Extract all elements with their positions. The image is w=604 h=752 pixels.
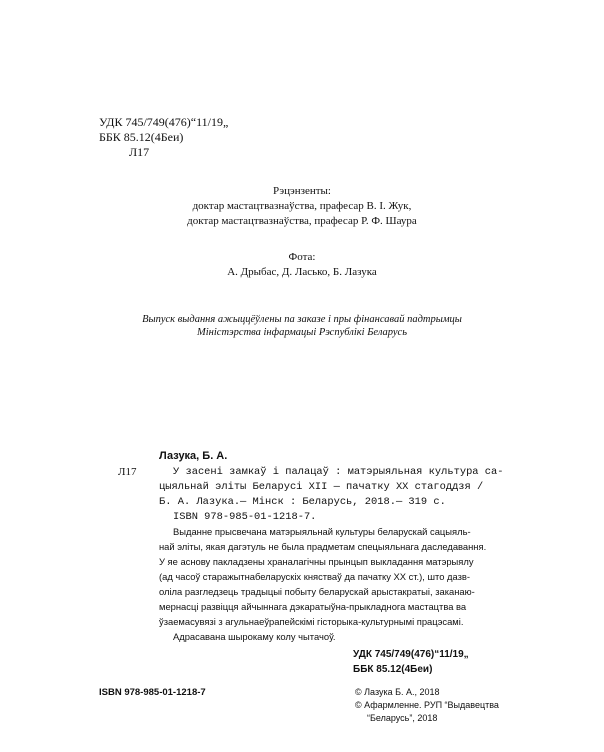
card-mark: Л17 <box>118 466 137 478</box>
funding-line: Міністэрства інфармацыі Рэспублікі Беларусь <box>197 327 407 338</box>
annotation-line: Выданне прысвечана матэрыяльнай культуры беларускай сацыяль- <box>173 526 471 537</box>
copyright-line: © Лазука Б. А., 2018 <box>355 687 440 697</box>
annotation-line: най эліты, якая дагэтуль не была прадметам спецыяльнага даследавання. <box>159 541 487 552</box>
card-title-line: У засені замкаў і палацаў : матэрыяльная культура са- <box>173 466 504 478</box>
photo-names: А. Дрыбас, Д. Ласько, Б. Лазука <box>227 266 377 278</box>
card-udk: УДК 745/749(476)“11/19„ <box>353 649 469 660</box>
photo-heading: Фота: <box>288 251 316 263</box>
footer-isbn: ISBN 978-985-01-1218-7 <box>99 687 206 698</box>
card-isbn: ISBN 978-985-01-1218-7. <box>173 511 317 523</box>
reviewer-line: доктар мастацтвазнаўства, прафесар Р. Ф. Шаура <box>187 215 417 227</box>
reviewers-heading: Рэцэнзенты: <box>273 185 331 197</box>
annotation-line: оліла разгледзець традыцыі побыту беларускай арыстакратыі, заканаю- <box>159 586 475 597</box>
author-mark: Л17 <box>129 145 150 159</box>
bbk-code: ББК 85.12(4Беи) <box>99 130 184 144</box>
annotation-line: мернасці развіцця айчыннага дэкаратыўна-прыкладнога мастацтва ва <box>159 601 467 612</box>
copyright-line: “Беларусь”, 2018 <box>367 713 438 723</box>
funding-line: Выпуск выдання ажыццёўлены па заказе і пры фінансавай падтрымцы <box>142 314 462 325</box>
annotation-line: (ад часоў старажытнабеларускіх княстваў да пачатку XX ст.), што дазв- <box>159 571 470 582</box>
annotation-line: У яе аснову пакладзены храналагічны прынцып выкладання матэрыялу <box>159 556 474 567</box>
reviewer-line: доктар мастацтвазнаўства, прафесар В. І. Жук, <box>192 200 412 212</box>
card-bbk: ББК 85.12(4Беи) <box>353 664 433 675</box>
card-title-line: Б. А. Лазука.— Мінск : Беларусь, 2018.— 319 с. <box>159 496 446 508</box>
udk-code: УДК 745/749(476)“11/19„ <box>99 115 229 129</box>
copyright-line: © Афармленне. РУП “Выдавецтва <box>355 700 499 710</box>
card-author: Лазука, Б. А. <box>159 450 228 462</box>
annotation-line: ўзаемасувязі з агульнаеўрапейскімі гісторыка-культурнымі працэсамі. <box>159 616 464 627</box>
card-title-line: цыяльнай эліты Беларусі XII — пачатку XX стагоддзя / <box>159 481 484 493</box>
annotation-line: Адрасавана шырокаму колу чытачоў. <box>173 631 336 642</box>
